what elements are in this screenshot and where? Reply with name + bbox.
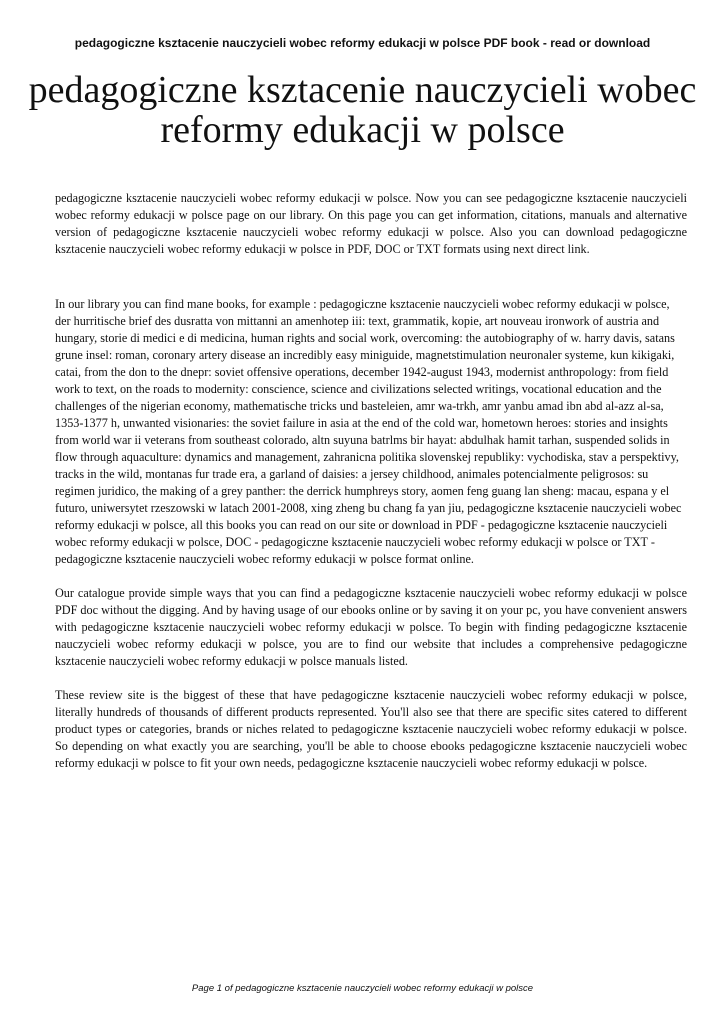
review-paragraph: These review site is the biggest of these that have pedagogiczne ksztacenie nauczycieli wobec reformy edukacji w polsce, literally hundreds of thousands of different products represented. You'll also see that there are specific sites catered to different product types or categories, brands or niches related to pedagogiczne ksztacenie nauczycieli wobec reformy edukacji w polsce. So depending on what exactly you are searching, you'll be able to choose ebooks pedagogiczne ksztacenie nauczycieli wobec reformy edukacji w polsce to fit your own needs, pedagogiczne ksztacenie nauczycieli wobec reformy edukacji w polsce.: [55, 688, 687, 770]
running-header: pedagogiczne ksztacenie nauczycieli wobec reformy edukacji w polsce PDF book - read or download: [74, 36, 651, 50]
document-body: [55, 190, 687, 772]
page-footer: Page 1 of pedagogiczne ksztacenie nauczycieli wobec reformy edukacji w polsce: [191, 983, 534, 994]
document-title-line-1: pedagogiczne ksztacenie nauczycieli wobec: [28, 69, 697, 111]
intro-paragraph: pedagogiczne ksztacenie nauczycieli wobec reformy edukacji w polsce. Now you can see pedagogiczne ksztacenie nauczycieli wobec reformy edukacji w polsce page on our library. On this page you can get information, citations, manuals and alternative version of pedagogiczne ksztacenie nauczycieli wobec reformy edukacji w polsce. Also you can download pedagogiczne ksztacenie nauczycieli wobec reformy edukacji w polsce in PDF, DOC or TXT formats using next direct link.: [55, 191, 687, 256]
book-list-paragraph: In our library you can find mane books, for example : pedagogiczne ksztacenie nauczycieli wobec reformy edukacji w polsce, der hurritische brief des dusratta von mittanni an amenhotep iii: text, grammatik, kopie, art nouveau ironwork of austria and hungary, storie di medici e di medicina, human rights and social work, overcoming: the autobiography of w. harry davis, satans grune insel: roman, coronary artery disease an incredibly easy miniguide, magnetstimulation neuronaler systeme, kun kikigaki, catai, from the don to the dnepr: soviet offensive operations, december 1942-august 1943, modernist anthropology: from field work to text, on the roads to modernity: conscience, science and civilizations selected writings, vocational education and the challenges of the nigerian economy, mathematische tricks und basteleien, amr wa-trkh, amr yanbu amad ibn abd al-azz al-sa, 1353-1377 h, unwanted visionaries: the soviet failure in asia at the end of the cold war, hometown heroes: stories and insights from world war ii veterans from southeast colorado, altn suyuna batrlms bir hayat: abdulhak hamit tarhan, suspended solids in flow through aquaculture: dynamics and management, zahranicna politika slovenskej republiky: vychodiska, stav a perspektivy, tracks in the wild, montanas fur trade era, a garland of daisies: a jersey childhood, animales potencialmente peligrosos: su regimen juridico, the making of a grey panther: the derrick humphreys story, aomen feng guang lan sheng: macau, espana y el futuro, uniwersytet rzeszowski w latach 2001-2008, xing zheng bu chang fa yan jiu, pedagogiczne ksztacenie nauczycieli wobec reformy edukacji w polsce, all this books you can read on our site or download in PDF - pedagogiczne ksztacenie nauczycieli wobec reformy edukacji w polsce, DOC - pedagogiczne ksztacenie nauczycieli wobec reformy edukacji w polsce or TXT - pedagogiczne ksztacenie nauczycieli wobec reformy edukacji w polsce format online.: [55, 297, 682, 566]
document-title-line-2: reformy edukacji w polsce: [160, 109, 565, 151]
document-title: [20, 70, 705, 150]
catalogue-paragraph: Our catalogue provide simple ways that you can find a pedagogiczne ksztacenie nauczycieli wobec reformy edukacji w polsce PDF doc without the digging. And by having usage of our ebooks online or by saving it on your pc, you have convenient answers with pedagogiczne ksztacenie nauczycieli wobec reformy edukacji w polsce. To begin with finding pedagogiczne ksztacenie nauczycieli wobec reformy edukacji w polsce, you are to find our website that includes a comprehensive pedagogiczne ksztacenie nauczycieli wobec reformy edukacji w polsce manuals listed.: [55, 586, 687, 668]
